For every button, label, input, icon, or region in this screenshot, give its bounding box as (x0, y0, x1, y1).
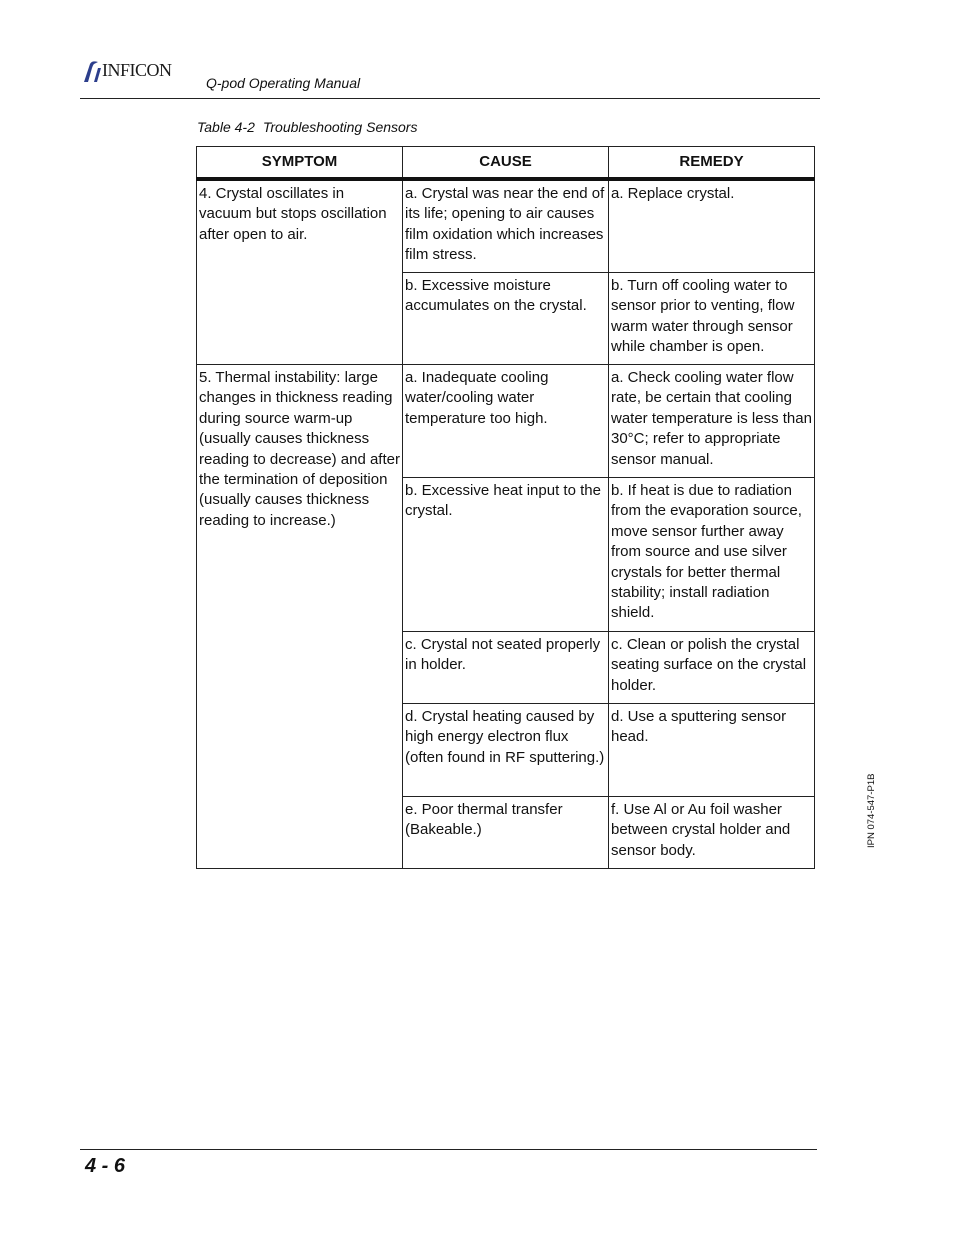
symptom-cell: 5. Thermal instability: large changes in thickness reading during source warm-up (usually causes thickness reading to decrease) and after the termination of deposition (usually causes thickness reading to increase.) (197, 365, 403, 869)
troubleshooting-table (196, 146, 815, 869)
cause-cell: b. Excessive moisture accumulates on the crystal. (403, 273, 609, 365)
symptom-cell: 4. Crystal oscillates in vacuum but stops oscillation after open to air. (197, 179, 403, 365)
logo-mark-icon (82, 60, 102, 84)
cause-cell: e. Poor thermal transfer (Bakeable.) (403, 797, 609, 869)
brand-name: INFICON (102, 60, 172, 80)
header-rule (80, 98, 820, 99)
header-cause: CAUSE (403, 147, 609, 180)
remedy-cell: b. If heat is due to radiation from the evaporation source, move sensor further away from source and use silver crystals for better thermal stability; install radiation shield. (609, 478, 815, 632)
cause-cell: a. Inadequate cooling water/cooling water temperature too high. (403, 365, 609, 478)
table-caption (197, 119, 425, 135)
remedy-cell: d. Use a sputtering sensor head. (609, 704, 815, 797)
cause-cell: c. Crystal not seated properly in holder. (403, 632, 609, 704)
table-row (197, 179, 815, 273)
remedy-cell: b. Turn off cooling water to sensor prior to venting, flow warm water through sensor while chamber is open. (609, 273, 815, 365)
remedy-cell: a. Check cooling water flow rate, be certain that cooling water temperature is less than 30°C; refer to appropriate sensor manual. (609, 365, 815, 478)
table-row (197, 365, 815, 478)
cause-cell: b. Excessive heat input to the crystal. (403, 478, 609, 632)
remedy-cell: c. Clean or polish the crystal seating surface on the crystal holder. (609, 632, 815, 704)
header-symptom: SYMPTOM (197, 147, 403, 180)
footer-rule (80, 1149, 817, 1150)
header-remedy: REMEDY (609, 147, 815, 180)
document-part-number: IPN 074-547-P1B (866, 773, 877, 848)
page-number: 4 - 6 (85, 1155, 126, 1177)
inficon-logo (82, 60, 200, 84)
table-caption-title: Troubleshooting Sensors (262, 119, 418, 135)
cause-cell: a. Crystal was near the end of its life; opening to air causes film oxidation which increases film stress. (403, 179, 609, 273)
remedy-cell: a. Replace crystal. (609, 179, 815, 273)
cause-cell: d. Crystal heating caused by high energy electron flux (often found in RF sputtering.) (403, 704, 609, 797)
table-header-row (197, 147, 815, 180)
manual-title: Q-pod Operating Manual (206, 75, 361, 91)
remedy-cell: f. Use Al or Au foil washer between crystal holder and sensor body. (609, 797, 815, 869)
table-caption-number: Table 4-2 (197, 119, 255, 135)
